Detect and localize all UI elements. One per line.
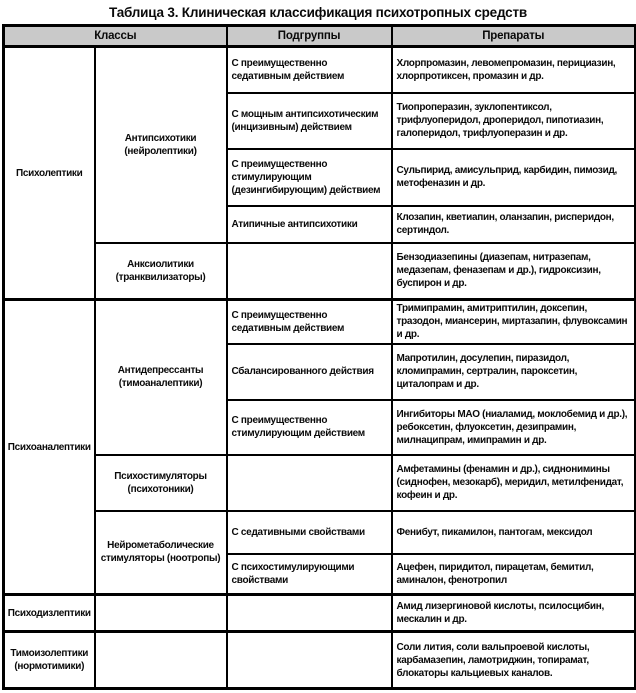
- subclass-cell-empty: [95, 595, 227, 632]
- drugs-cell: Мапротилин, досулепин, пиразидол, кломипрамин, сертралин, пароксетин, циталопрам и др.: [392, 344, 636, 400]
- subclass-cell-anksiolitiki: Анксиолитики (транквилизаторы): [95, 243, 227, 300]
- class-cell-timoizoleptiki: Тимоизолептики (нормотимики): [4, 632, 95, 689]
- table-row: [4, 632, 636, 689]
- table-row: [4, 455, 636, 511]
- class-cell-psihodizleptiki: Психодизлептики: [4, 595, 95, 632]
- subclass-cell-antipsihotiki: Антипсихотики (нейролептики): [95, 47, 227, 243]
- subgroup-cell: Атипичные антипсихотики: [227, 206, 392, 243]
- subclass-cell-psihostimulyatory: Психостимуляторы (психотоники): [95, 455, 227, 511]
- table-row: [4, 300, 636, 344]
- table-row: [4, 47, 636, 93]
- subgroup-cell-empty: [227, 455, 392, 511]
- subgroup-cell: С психостимулирующими свойствами: [227, 554, 392, 595]
- subgroup-cell: С преимущественно седативным действием: [227, 47, 392, 93]
- subgroup-cell: С преимущественно стимулирующим (дезингибирующим) действием: [227, 149, 392, 206]
- table-title: Таблица 3. Клиническая классификация психотропных средств: [108, 5, 527, 20]
- drugs-cell: Сульпирид, амисульприд, карбидин, пимозид, метофеназин и др.: [392, 149, 636, 206]
- table-row: [4, 511, 636, 554]
- column-header-classes: Классы: [4, 26, 227, 47]
- subgroup-cell-empty: [227, 243, 392, 300]
- subgroup-cell: С преимущественно седативным действием: [227, 300, 392, 344]
- drugs-cell: Фенибут, пикамилон, пантогам, мексидол: [392, 511, 636, 554]
- subclass-cell-nootropy: Нейрометаболические стимуляторы (ноотропы): [95, 511, 227, 595]
- table-row: [4, 595, 636, 632]
- class-cell-psihoanaleptiki: Психоаналептики: [4, 300, 95, 595]
- subgroup-cell: Сбалансированного действия: [227, 344, 392, 400]
- drugs-cell: Ацефен, пиридитол, пирацетам, бемитил, аминалон, фенотропил: [392, 554, 636, 595]
- classification-table: [2, 24, 636, 690]
- table-row: [4, 243, 636, 300]
- drugs-cell: Клозапин, кветиапин, оланзапин, рисперидон, сертиндол.: [392, 206, 636, 243]
- subgroup-cell-empty: [227, 632, 392, 689]
- header-row: [4, 26, 636, 47]
- drugs-cell: Амфетамины (фенамин и др.), сиднонимины (сиднофен, мезокарб), меридил, метилфенидат, кофеин и др.: [392, 455, 636, 511]
- subgroup-cell: С мощным антипсихотическим (инцизивным) действием: [227, 93, 392, 149]
- subclass-cell-empty: [95, 632, 227, 689]
- drugs-cell: Тримипрамин, амитриптилин, доксепин, тразодон, миансерин, миртазапин, флувоксамин и др.: [392, 300, 636, 344]
- drugs-cell: Бензодиазепины (диазепам, нитразепам, медазепам, феназепам и др.), гидроксизин, буспирон и др.: [392, 243, 636, 300]
- drugs-cell: Амид лизергиновой кислоты, псилосцибин, мескалин и др.: [392, 595, 636, 632]
- subclass-cell-antidepressanty: Антидепрессанты (тимоаналептики): [95, 300, 227, 455]
- subgroup-cell: С преимущественно стимулирующим действием: [227, 400, 392, 455]
- class-cell-psiholeptiki: Психолептики: [4, 47, 95, 300]
- subgroup-cell-empty: [227, 595, 392, 632]
- subgroup-cell: С седативными свойствами: [227, 511, 392, 554]
- drugs-cell: Ингибиторы МАО (ниаламид, моклобемид и др.), ребоксетин, флуоксетин, дезипрамин, милнаципрам, имипрамин и др.: [392, 400, 636, 455]
- column-header-subgroups: Подгруппы: [227, 26, 392, 47]
- column-header-drugs: Препараты: [392, 26, 636, 47]
- drugs-cell: Тиопроперазин, зуклопентиксол, трифлуоперидол, дроперидол, пипотиазин, галоперидол, трифлуоперазин и др.: [392, 93, 636, 149]
- drugs-cell: Хлорпромазин, левомепромазин, перициазин, хлорпротиксен, промазин и др.: [392, 47, 636, 93]
- drugs-cell: Соли лития, соли вальпроевой кислоты, карбамазепин, ламотриджин, топирамат, блокаторы кальциевых каналов.: [392, 632, 636, 689]
